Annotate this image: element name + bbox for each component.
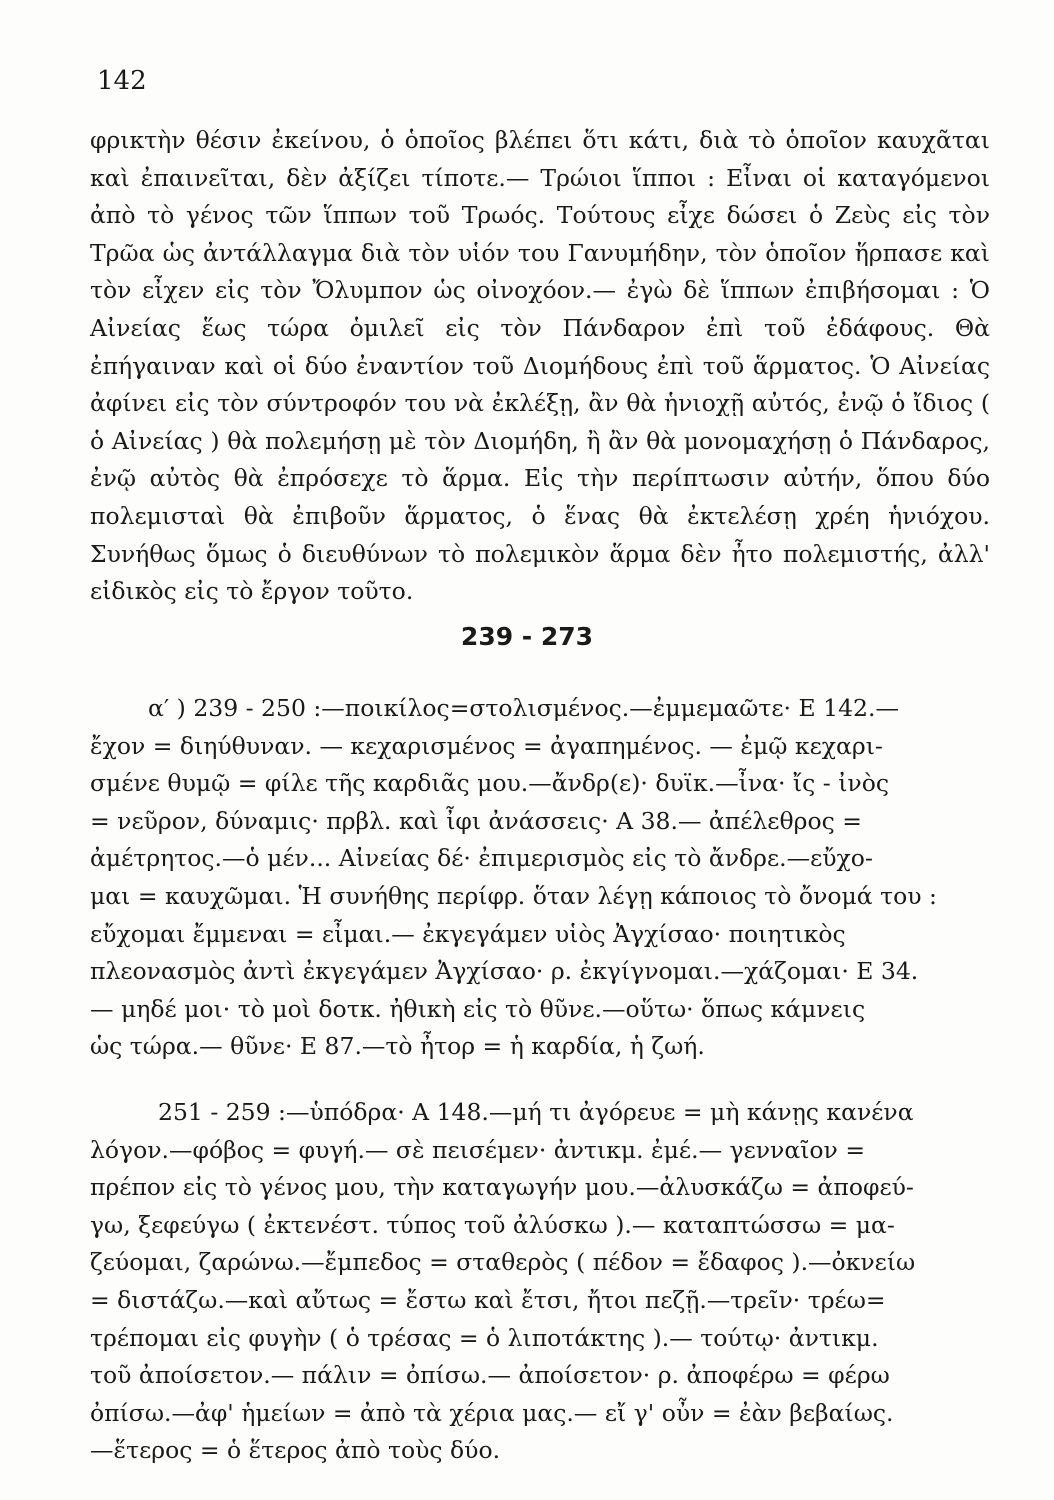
para2-line: α′ ) 239 - 250 :—ποικίλος=στολισμένος.—ἐμμεμαῶτε· Ε 142.— [148, 694, 899, 722]
page-number: 142 [97, 66, 147, 96]
para3-line: πρέπον εἰς τὸ γένος μου, τὴν καταγωγήν μου.—ἀλυσκάζω = ἀποφεύ- [90, 1173, 914, 1202]
para3-line: γω, ξεφεύγω ( ἐκτενέστ. τύπος τοῦ ἀλύσκω ).— καταπτώσσω = μα- [90, 1210, 895, 1239]
para3-line: ὀπίσω.—ἀφ' ἡμείων = ἀπὸ τὰ χέρια μας.— εἴ γ' οὖν = ἐὰν βεβαίως. [90, 1398, 894, 1427]
para2-line: ἀμέτρητος.—ὁ μέν... Αἰνείας δέ· ἐπιμερισμὸς εἰς τὸ ἄνδρε.—εὔχο- [90, 844, 873, 873]
para2-line: πλεονασμὸς ἀντὶ ἐκγεγάμεν Ἀγχίσαο· ρ. ἐκγίγνομαι.—χάζομαι· Ε 34. [90, 957, 919, 986]
para2-line: ἔχον = διηύθυναν. — κεχαρισμένος = ἀγαπημένος. — ἐμῷ κεχαρι- [90, 731, 883, 760]
para2-line: σμένε θυμῷ = φίλε τῆς καρδιᾶς μου.—ἄνδρ(ε)· δυϊκ.—ἶνα· ἴς - ἰνὸς [90, 769, 889, 798]
para2-line: μαι = καυχῶμαι. Ἡ συνήθης περίφρ. ὅταν λέγῃ κάποιος τὸ ὄνομά του : [90, 881, 937, 910]
para3-line: λόγον.—φόβος = φυγή.— σὲ πεισέμεν· ἀντικμ. ἐμέ.— γενναῖον = [90, 1135, 866, 1164]
para2-line: — μηδέ μοι· τὸ μοὶ δοτκ. ἠθικὴ εἰς τὸ θῦνε.—οὕτω· ὅπως κάμνεις [90, 994, 866, 1023]
commentary-paragraph-2 [90, 690, 990, 1066]
para3-line: —ἕτερος = ὁ ἕτερος ἀπὸ τοὺς δύο. [90, 1436, 501, 1465]
para3-line: ζεύομαι, ζαρώνω.—ἔμπεδος = σταθερὸς ( πέδον = ἔδαφος ).—ὀκνείω [90, 1248, 916, 1277]
para3-line: τρέπομαι εἰς φυγὴν ( ὁ τρέσας = ὁ λιποτάκτης ).— τούτῳ· ἀντικμ. [90, 1323, 879, 1352]
para3-line: τοῦ ἀποίσετον.— πάλιν = ὀπίσω.— ἀποίσετον· ρ. ἀποφέρω = φέρω [90, 1361, 890, 1390]
para3-line: = διστάζω.—καὶ αὔτως = ἔστω καὶ ἔτσι, ἤτοι πεζῇ.—τρεῖν· τρέω= [90, 1285, 886, 1314]
para2-line: = νεῦρον, δύναμις· πρβλ. καὶ ἶφι ἀνάσσεις· Α 38.— ἀπέλεθρος = [90, 806, 862, 835]
commentary-paragraph-3 [90, 1094, 990, 1470]
commentary-paragraph-1: φρικτὴν θέσιν ἐκείνου, ὁ ὁποῖος βλέπει ὅτι κάτι, διὰ τὸ ὁποῖον καυχᾶται καὶ ἐπαινεῖται, δὲν ἀξίζει τίποτε.— Τρώιοι ἵπποι : Εἶναι οἱ καταγόμενοι ἀπὸ τὸ γένος τῶν ἵππων τοῦ Τρωός. Τούτους εἶχε δώσει ὁ Ζεὺς εἰς τὸν Τρῶα ὡς ἀντάλλαγμα διὰ τὸν υἱόν του Γανυμήδην, τὸν ὁποῖον ἥρπασε καὶ τὸν εἶχεν εἰς τὸν Ὄλυμπον ὡς οἰνοχόον.— ἐγὼ δὲ ἵππων ἐπιβήσομαι : Ὁ Αἰνείας ἕως τώρα ὁμιλεῖ εἰς τὸν Πάνδαρον ἐπὶ τοῦ ἐδάφους. Θὰ ἐπήγαιναν καὶ οἱ δύο ἐναντίον τοῦ Διομήδους ἐπὶ τοῦ ἅρματος. Ὁ Αἰνείας ἀφίνει εἰς τὸν σύντροφόν του νὰ ἐκλέξῃ, ἂν θὰ ἡνιοχῇ αὐτός, ἐνῷ ὁ ἴδιος ( ὁ Αἰνείας ) θὰ πολεμήσῃ μὲ τὸν Διομήδη, ἢ ἂν θὰ μονομαχήσῃ ὁ Πάνδαρος, ἐνῷ αὐτὸς θὰ ἐπρόσεχε τὸ ἅρμα. Εἰς τὴν περίπτωσιν αὐτήν, ὅπου δύο πολεμισταὶ θὰ ἐπιβοῦν ἅρματος, ὁ ἕνας θὰ ἐκτελέσῃ χρέη ἡνιόχου. Συνήθως ὅμως ὁ διευθύνων τὸ πολεμικὸν ἅρμα δὲν ἦτο πολεμιστής, ἀλλ' εἰδικὸς εἰς τὸ ἔργον τοῦτο. [90, 126, 990, 606]
para2-line: εὔχομαι ἔμμεναι = εἶμαι.— ἐκγεγάμεν υἱὸς Ἀγχίσαο· ποιητικὸς [90, 919, 846, 948]
section-heading: 239 - 273 [460, 622, 594, 651]
para3-line: 251 - 259 :—ὑπόδρα· Α 148.—μή τι ἀγόρευε = μὴ κάνῃς κανένα [158, 1098, 914, 1126]
para2-line: ὡς τώρα.— θῦνε· Ε 87.—τὸ ἦτορ = ἡ καρδία, ἡ ζωή. [90, 1032, 705, 1061]
